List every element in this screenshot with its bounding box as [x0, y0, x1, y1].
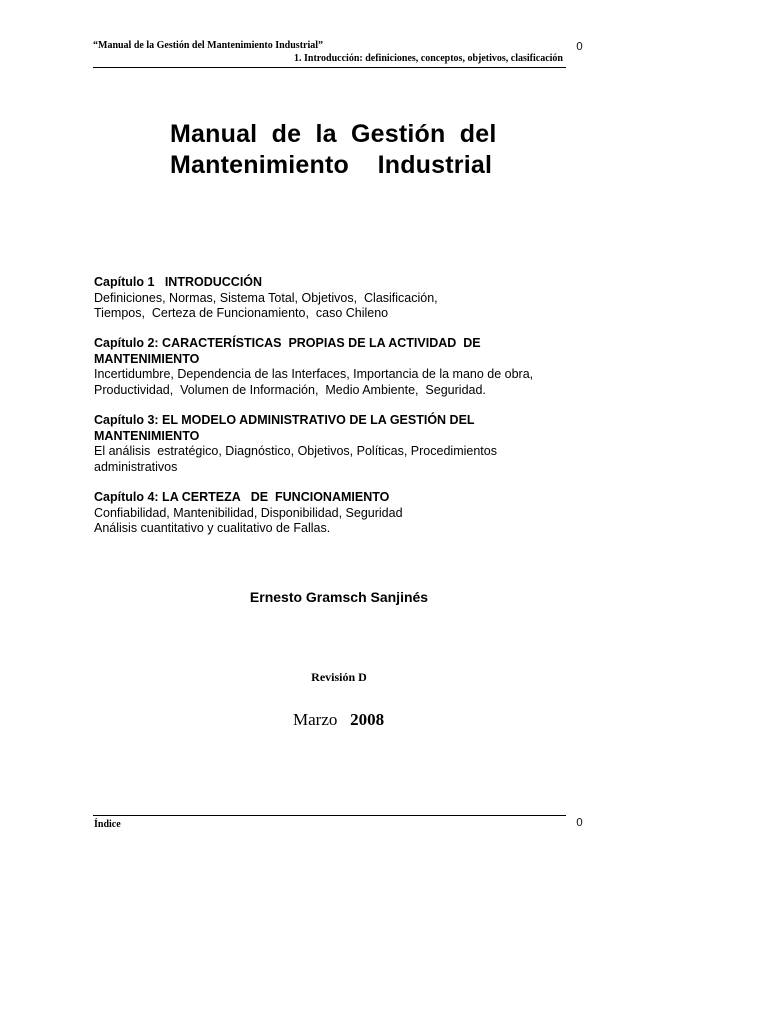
chapter-2	[94, 336, 574, 398]
chapter-2-description: Incertidumbre, Dependencia de las Interfaces, Importancia de la mano de obra, Productividad, Volumen de Información, Medio Ambiente, Seguridad.	[94, 367, 534, 397]
footer-rule	[93, 815, 566, 816]
publication-date	[293, 710, 384, 730]
author-name: Ernesto Gramsch Sanjinés	[249, 589, 429, 605]
header-rule	[93, 67, 566, 68]
date-month: Marzo	[293, 710, 338, 729]
date-year: 2008	[350, 710, 385, 729]
header-page-number: 0	[576, 40, 583, 53]
chapter-3-description: El análisis estratégico, Diagnóstico, Objetivos, Políticas, Procedimientos administrativos	[94, 444, 497, 474]
chapter-4	[94, 490, 574, 537]
main-title-line-1: Manual de la Gestión del	[170, 120, 497, 148]
chapter-1-heading: Capítulo 1 INTRODUCCIÓN	[94, 275, 263, 289]
footer-page-number: 0	[576, 816, 583, 829]
header-document-title: “Manual de la Gestión del Mantenimiento Industrial”	[93, 40, 324, 51]
chapter-1-description: Definiciones, Normas, Sistema Total, Objetivos, Clasificación, Tiempos, Certeza de Funcionamiento, caso Chileno	[94, 290, 438, 320]
chapter-1	[94, 275, 574, 322]
footer-index-label: Índice	[94, 819, 121, 830]
chapter-4-heading: Capítulo 4: LA CERTEZA DE FUNCIONAMIENTO	[94, 490, 390, 504]
chapter-2-heading: Capítulo 2: CARACTERÍSTICAS PROPIAS DE LA ACTIVIDAD DE MANTENIMIENTO	[94, 336, 485, 366]
chapter-3	[94, 413, 574, 475]
chapter-4-description: Confiabilidad, Mantenibilidad, Disponibilidad, Seguridad Análisis cuantitativo y cualitativo de Fallas.	[94, 505, 403, 535]
main-title-line-2: Mantenimiento Industrial	[170, 151, 493, 179]
chapter-3-heading: Capítulo 3: EL MODELO ADMINISTRATIVO DE LA GESTIÓN DEL MANTENIMIENTO	[94, 413, 478, 443]
header-section-title: 1. Introducción: definiciones, conceptos, objetivos, clasificación	[294, 53, 563, 64]
revision-label: Revisión D	[311, 670, 367, 684]
